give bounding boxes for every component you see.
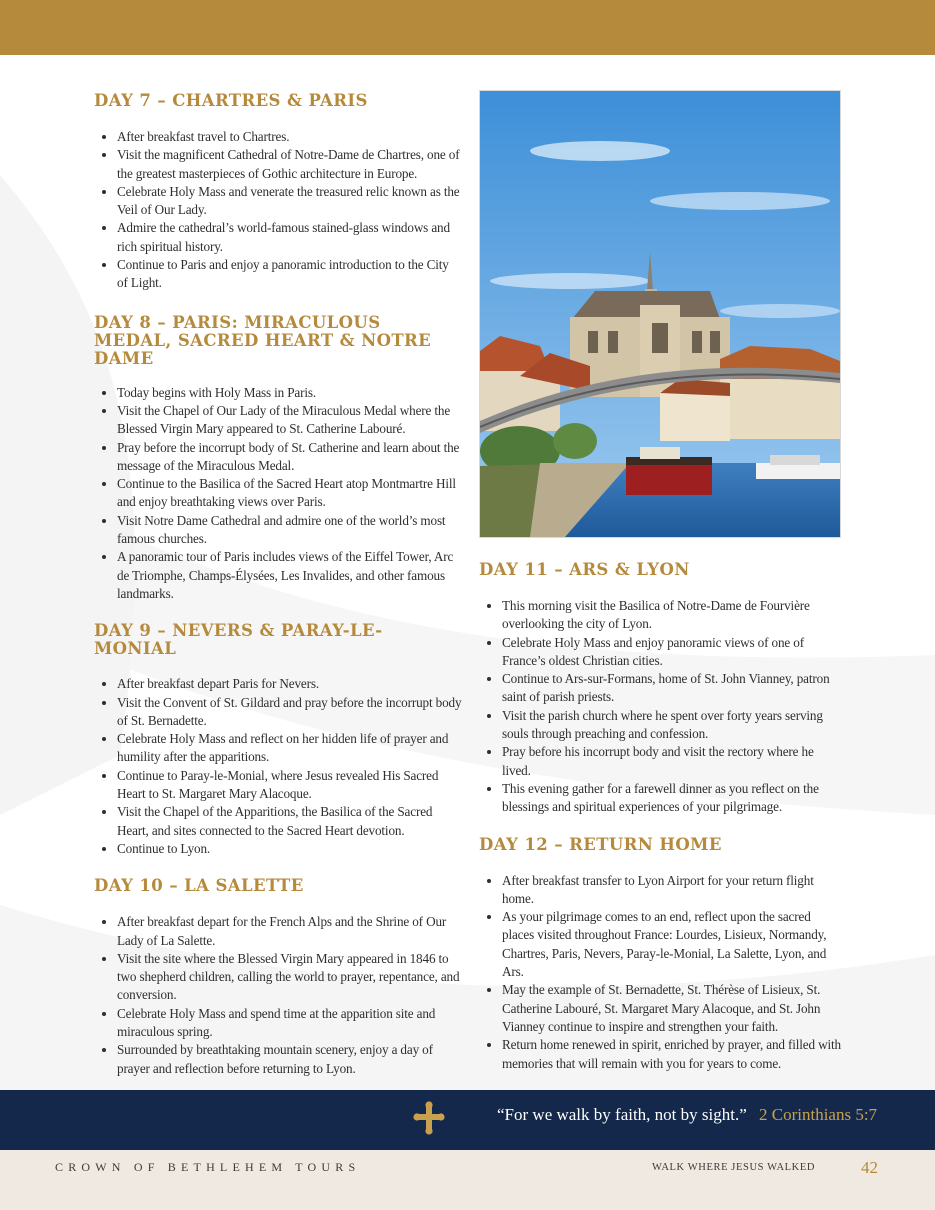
cross-icon [413, 1101, 445, 1135]
day-section [94, 622, 462, 858]
list-item: • Continue to Paris and enjoy a panoramic introduction to the City of Light. [117, 256, 462, 293]
list-item: • Continue to Lyon. [117, 840, 462, 858]
top-gold-band [0, 0, 935, 55]
day-item-list [479, 597, 843, 817]
day-item-list [94, 384, 462, 604]
list-item: • Celebrate Holy Mass and reflect on her hidden life of prayer and humility after the apparitions. [117, 730, 462, 767]
list-item: • After breakfast depart for the French Alps and the Shrine of Our Lady of La Salette. [117, 913, 462, 950]
list-item: • Visit the parish church where he spent over forty years serving souls through preaching and confession. [502, 707, 843, 744]
day-section [94, 92, 462, 293]
footer-brand: CROWN OF BETHLEHEM TOURS [55, 1160, 361, 1174]
day-heading: DAY 7 – CHARTRES & PARIS [94, 91, 368, 110]
page-number: 42 [861, 1158, 878, 1177]
quote-text: “For we walk by faith, not by sight.” [497, 1105, 747, 1124]
list-item: • Pray before the incorrupt body of St. Catherine and learn about the message of the Miraculous Medal. [117, 439, 462, 476]
photo-illustration [480, 91, 840, 537]
list-item: • After breakfast depart Paris for Nevers. [117, 675, 462, 693]
list-item: • Visit the Chapel of Our Lady of the Miraculous Medal where the Blessed Virgin Mary appeared to St. Catherine Labouré. [117, 402, 462, 439]
list-item: • Visit the magnificent Cathedral of Notre-Dame de Chartres, one of the greatest masterpieces of Gothic architecture in Europe. [117, 146, 462, 183]
list-item: • Visit the site where the Blessed Virgin Mary appeared in 1846 to two shepherd children, calling the world to prayer, repentance, and conversion. [117, 950, 462, 1005]
day-heading: DAY 11 – ARS & LYON [479, 560, 690, 579]
town-photo [479, 90, 841, 538]
list-item: • After breakfast transfer to Lyon Airport for your return flight home. [502, 872, 843, 909]
list-item: • Visit the Chapel of the Apparitions, the Basilica of the Sacred Heart, and sites connected to the Sacred Heart devotion. [117, 803, 462, 840]
list-item: • Celebrate Holy Mass and venerate the treasured relic known as the Veil of Our Lady. [117, 183, 462, 220]
list-item: • Visit the Convent of St. Gildard and pray before the incorrupt body of St. Bernadette. [117, 694, 462, 731]
page-footer [0, 1150, 935, 1210]
list-item: • This morning visit the Basilica of Notre-Dame de Fourvière overlooking the city of Lyon. [502, 597, 843, 634]
day-item-list [94, 675, 462, 858]
list-item: • Admire the cathedral’s world-famous stained-glass windows and rich spiritual history. [117, 219, 462, 256]
list-item: • A panoramic tour of Paris includes views of the Eiffel Tower, Arc de Triomphe, Champs-Élysées, Les Invalides, and other famous landmarks. [117, 548, 462, 603]
day-section [94, 314, 462, 604]
list-item: • As your pilgrimage comes to an end, reflect upon the sacred places visited throughout France: Lourdes, Lisieux, Normandy, Chartres, Paris, Nevers, Paray-le-Monial, La Salette, Lyon, and Ars. [502, 908, 843, 981]
day-item-list [479, 872, 843, 1073]
day-item-list [94, 128, 462, 293]
list-item: • Celebrate Holy Mass and spend time at the apparition site and miraculous spring. [117, 1005, 462, 1042]
footer-tagline: WALK WHERE JESUS WALKED [652, 1162, 816, 1173]
day-heading: DAY 12 – RETURN HOME [479, 834, 722, 854]
quote-reference: 2 Corinthians 5:7 [759, 1105, 878, 1124]
list-item: • This evening gather for a farewell dinner as you reflect on the blessings and spiritual experiences of your pilgrimage. [502, 780, 843, 817]
list-item: • Return home renewed in spirit, enriched by prayer, and filled with memories that will remain with you for years to come. [502, 1036, 843, 1073]
list-item: • May the example of St. Bernadette, St. Thérèse of Lisieux, St. Catherine Labouré, St. Margaret Mary Alacoque, and St. John Vianney continue to inspire and strengthen your faith. [502, 981, 843, 1036]
list-item: • Continue to Ars-sur-Formans, home of St. John Vianney, patron saint of parish priests. [502, 670, 843, 707]
day-heading: DAY 8 – PARIS: MIRACULOUS MEDAL, SACRED HEART & NOTRE DAME [94, 312, 432, 368]
day-section [479, 561, 843, 817]
list-item: • After breakfast travel to Chartres. [117, 128, 462, 146]
list-item: • Pray before his incorrupt body and visit the rectory where he lived. [502, 743, 843, 780]
day-section [94, 877, 462, 1078]
list-item: • Celebrate Holy Mass and enjoy panoramic views of one of France’s oldest Christian cities. [502, 634, 843, 671]
list-item: • Surrounded by breathtaking mountain scenery, enjoy a day of prayer and reflection before returning to Lyon. [117, 1041, 462, 1078]
day-item-list [94, 913, 462, 1078]
day-heading: DAY 10 – LA SALETTE [94, 876, 304, 896]
list-item: • Continue to Paray-le-Monial, where Jesus revealed His Sacred Heart to St. Margaret Mary Alacoque. [117, 767, 462, 804]
right-column [479, 90, 843, 1073]
day-section [479, 836, 843, 1073]
day-heading: DAY 9 – NEVERS & PARAY-LE-MONIAL [94, 621, 383, 659]
left-column [94, 92, 462, 1078]
list-item: • Today begins with Holy Mass in Paris. [117, 384, 462, 402]
list-item: • Continue to the Basilica of the Sacred Heart atop Montmartre Hill and enjoy breathtaking views over Paris. [117, 475, 462, 512]
list-item: • Visit Notre Dame Cathedral and admire one of the world’s most famous churches. [117, 512, 462, 549]
